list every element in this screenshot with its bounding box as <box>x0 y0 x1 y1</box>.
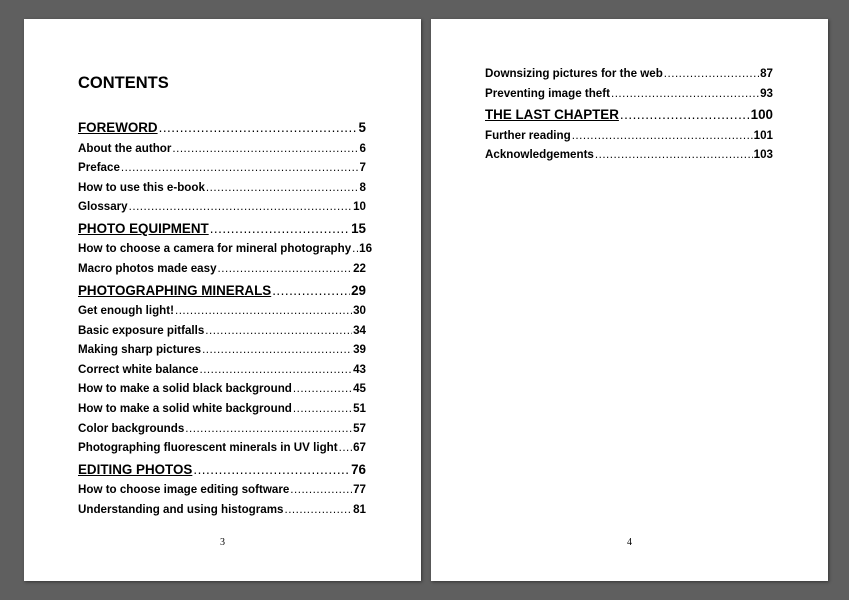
toc-entry-title: Get enough light! <box>78 304 174 318</box>
dot-leader <box>185 422 352 435</box>
toc-entry-title: Color backgrounds <box>78 421 185 435</box>
toc-entry-row[interactable] <box>78 142 366 162</box>
toc-entry-row[interactable] <box>485 87 773 107</box>
dot-leader <box>210 221 350 236</box>
dot-leader <box>121 161 359 174</box>
toc-page-number: 5 <box>358 120 366 135</box>
toc-entry-row[interactable] <box>78 181 366 201</box>
toc-page-number: 51 <box>353 402 366 416</box>
toc-entry-title: How to make a solid black background <box>78 382 292 396</box>
toc-page-number: 57 <box>353 421 366 435</box>
page-number: 3 <box>220 537 225 548</box>
toc-entry-row[interactable] <box>485 148 773 168</box>
toc-page-number: 45 <box>353 382 366 396</box>
toc-page-number: 8 <box>359 180 366 194</box>
toc-page-number: 22 <box>353 261 366 275</box>
toc-section-title: PHOTO EQUIPMENT <box>78 220 209 236</box>
toc-list-left <box>78 119 373 523</box>
toc-entry-row[interactable] <box>78 503 366 523</box>
dot-leader <box>290 483 352 496</box>
toc-page-number: 34 <box>353 323 366 337</box>
toc-page-number: 93 <box>760 86 773 100</box>
page-number: 4 <box>627 537 632 548</box>
toc-entry-title: How to choose a camera for mineral photography <box>78 242 352 256</box>
toc-entry-row[interactable] <box>78 242 373 262</box>
toc-page-number: 67 <box>353 441 366 455</box>
toc-page-number: 103 <box>753 148 773 162</box>
toc-page-number: 15 <box>351 220 366 236</box>
dot-leader <box>129 200 352 213</box>
toc-section-title: FOREWORD <box>78 120 158 135</box>
toc-entry-row[interactable] <box>78 304 366 324</box>
dot-leader <box>172 142 358 155</box>
toc-entry-row[interactable] <box>78 200 366 220</box>
dot-leader <box>175 304 352 317</box>
toc-section-row[interactable] <box>78 220 366 243</box>
toc-page-number: 6 <box>359 141 366 155</box>
contents-heading: CONTENTS <box>78 74 169 92</box>
toc-page-number: 76 <box>351 461 366 477</box>
toc-entry-title: How to use this e-book <box>78 180 205 194</box>
toc-page-number: 7 <box>359 161 366 175</box>
toc-page-number: 16 <box>359 242 373 256</box>
toc-entry-title: Preventing image theft <box>485 86 610 100</box>
toc-entry-title: How to choose image editing software <box>78 483 290 497</box>
toc-entry-title: Macro photos made easy <box>78 261 217 275</box>
dot-leader <box>339 441 353 454</box>
dot-leader <box>284 503 352 516</box>
dot-leader <box>595 148 753 161</box>
dot-leader <box>218 262 353 275</box>
toc-entry-title: Photographing fluorescent minerals in UV light <box>78 441 338 455</box>
dot-leader <box>159 120 358 135</box>
toc-entry-row[interactable] <box>78 343 366 363</box>
toc-entry-title: Preface <box>78 161 120 175</box>
dot-leader <box>611 87 759 100</box>
toc-section-title: PHOTOGRAPHING MINERALS <box>78 282 272 298</box>
toc-entry-row[interactable] <box>78 363 366 383</box>
toc-entry-row[interactable] <box>78 483 366 503</box>
toc-entry-title: About the author <box>78 141 172 155</box>
dot-leader <box>293 402 352 415</box>
toc-page-number: 100 <box>750 107 773 123</box>
toc-entry-row[interactable] <box>78 382 366 402</box>
toc-entry-row[interactable] <box>485 129 773 149</box>
dot-leader <box>202 343 352 356</box>
dot-leader <box>293 382 352 395</box>
right-page <box>431 19 828 581</box>
toc-page-number: 30 <box>353 304 366 318</box>
toc-entry-row[interactable] <box>78 161 366 181</box>
toc-entry-row[interactable] <box>78 262 366 282</box>
dot-leader <box>205 324 352 337</box>
toc-section-row[interactable] <box>78 282 366 305</box>
toc-entry-title: Basic exposure pitfalls <box>78 323 205 337</box>
toc-entry-title: Making sharp pictures <box>78 343 202 357</box>
toc-page-number: 43 <box>353 362 366 376</box>
dot-leader <box>206 181 359 194</box>
toc-entry-row[interactable] <box>78 402 366 422</box>
dot-leader <box>572 129 753 142</box>
toc-list-right <box>485 67 773 168</box>
toc-entry-title: Acknowledgements <box>485 148 594 162</box>
toc-entry-row[interactable] <box>78 324 366 344</box>
toc-section-title: EDITING PHOTOS <box>78 461 193 477</box>
toc-page-number: 81 <box>353 502 366 516</box>
toc-section-row[interactable] <box>78 461 366 484</box>
toc-entry-row[interactable] <box>78 422 366 442</box>
toc-entry-row[interactable] <box>485 67 773 87</box>
dot-leader <box>352 242 358 255</box>
toc-entry-title: Understanding and using histograms <box>78 502 284 516</box>
toc-page-number: 39 <box>353 343 366 357</box>
toc-page-number: 29 <box>351 282 366 298</box>
toc-section-title: THE LAST CHAPTER <box>485 107 619 123</box>
dot-leader <box>620 107 750 122</box>
dot-leader <box>272 283 350 298</box>
toc-page-number: 77 <box>353 483 366 497</box>
left-page <box>24 19 421 581</box>
toc-page-number: 87 <box>760 67 773 80</box>
toc-entry-title: Correct white balance <box>78 362 199 376</box>
toc-section-row[interactable] <box>78 119 366 142</box>
toc-entry-title: Glossary <box>78 200 128 214</box>
toc-entry-title: Further reading <box>485 128 571 142</box>
toc-entry-title: Downsizing pictures for the web <box>485 67 663 80</box>
dot-leader <box>664 67 759 80</box>
toc-section-row[interactable] <box>485 106 773 129</box>
toc-entry-title: How to make a solid white background <box>78 402 292 416</box>
toc-page-number: 10 <box>353 200 366 214</box>
toc-entry-row[interactable] <box>78 441 366 461</box>
dot-leader <box>199 363 352 376</box>
dot-leader <box>193 462 350 477</box>
toc-page-number: 101 <box>753 128 773 142</box>
